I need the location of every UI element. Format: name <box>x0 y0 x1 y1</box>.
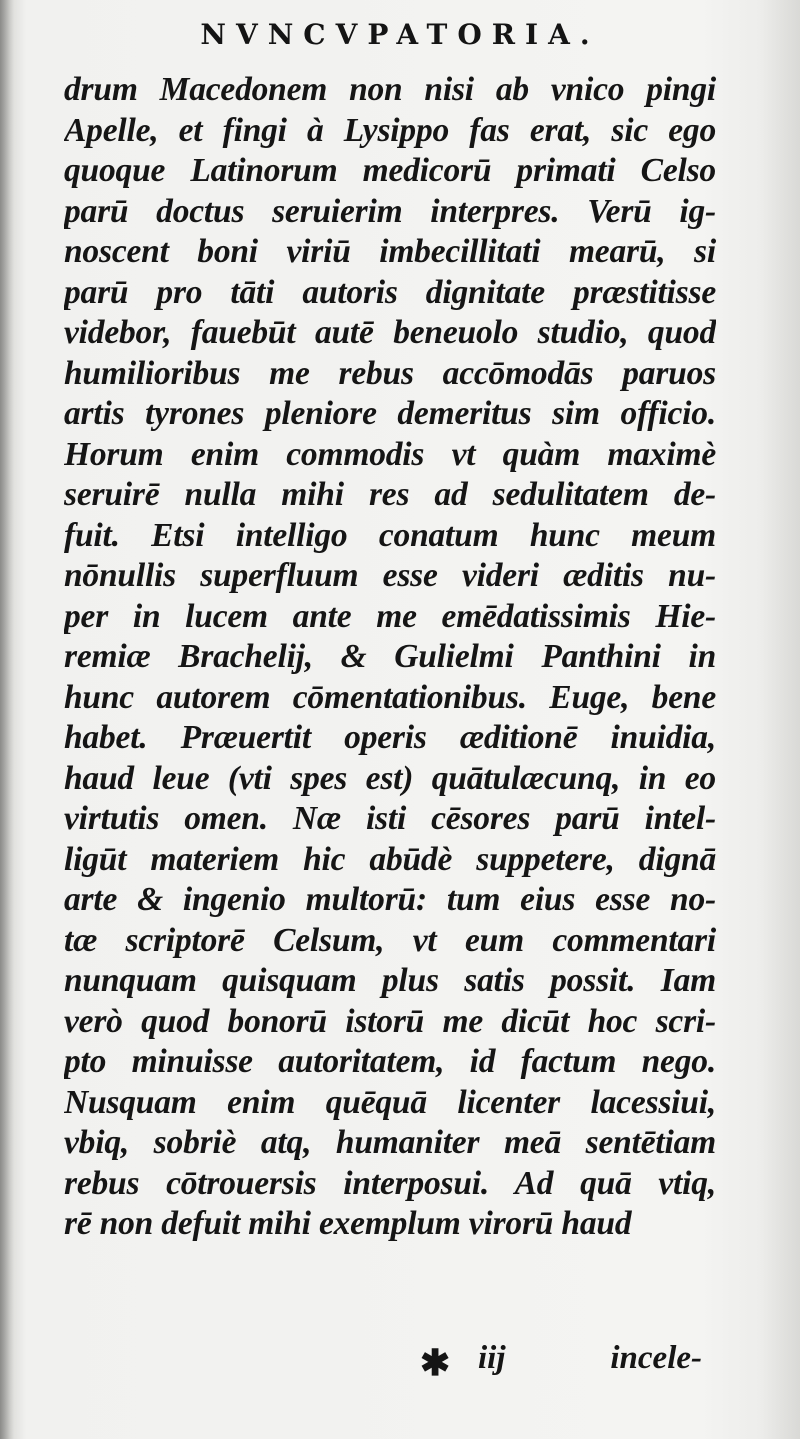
gutter-shadow <box>0 0 14 1439</box>
text-line: vbiq, sobriè atq, humaniter meā sentētiam <box>64 1124 716 1161</box>
text-line: rē non defuit mihi exemplum virorū haud <box>64 1205 632 1242</box>
catchword: incele- <box>610 1340 702 1376</box>
text-line: rebus cōtrouersis interposui. Ad quā vtiq, <box>64 1164 716 1202</box>
text-line: nōnullis superfluum esse videri æditis nu- <box>64 557 716 594</box>
signature-mark-icon: ✱ <box>420 1343 451 1383</box>
text-line: artis tyrones pleniore demeritus sim officio. <box>64 395 716 432</box>
text-line: parū doctus seruierim interpres. Verū ig- <box>64 192 716 230</box>
text-line: quoque Latinorum medicorū primati Celso <box>64 152 716 189</box>
signature-mark: iij <box>478 1340 506 1376</box>
text-line: verò quod bonorū istorū me dicūt hoc scri- <box>64 1002 716 1040</box>
text-line: Horum enim commodis vt quàm maximè <box>64 435 716 473</box>
text-line: pto minuisse autoritatem, id factum nego. <box>64 1043 716 1080</box>
text-line: remiæ Brachelij, & Gulielmi Panthini in <box>64 638 716 675</box>
text-line: Apelle, et fingi à Lysippo fas erat, sic ego <box>64 111 716 149</box>
text-line: Nusquam enim quēquā licenter lacessiui, <box>64 1083 716 1121</box>
text-line: per in lucem ante me emēdatissimis Hie- <box>64 597 716 635</box>
text-line: nunquam quisquam plus satis possit. Iam <box>64 962 716 999</box>
text-line: seruirē nulla mihi res ad sedulitatem de- <box>64 476 716 513</box>
running-header: NVNCVPATORIA. <box>200 18 600 51</box>
text-line: ligūt materiem hic abūdè suppetere, dignā <box>64 840 716 878</box>
text-line: tæ scriptorē Celsum, vt eum commentari <box>64 921 716 959</box>
text-line: videbor, fauebūt autē beneuolo studio, quod <box>64 314 716 351</box>
text-line: fuit. Etsi intelligo conatum hunc meum <box>64 516 716 554</box>
text-line: virtutis omen. Næ isti cēsores parū intel- <box>64 800 716 837</box>
text-line: hunc autorem cōmentationibus. Euge, bene <box>64 678 716 716</box>
page-footer <box>420 1340 710 1390</box>
text-line: arte & ingenio multorū: tum eius esse no- <box>64 881 716 918</box>
text-line: noscent boni viriū imbecillitati mearū, si <box>64 233 716 270</box>
text-line: haud leue (vti spes est) quātulæcunq, in eo <box>64 759 716 797</box>
text-line: drum Macedonem non nisi ab vnico pingi <box>64 71 716 108</box>
text-line: habet. Præuertit operis æditionē inuidia, <box>64 719 716 756</box>
text-line: humilioribus me rebus accōmodās paruos <box>64 354 716 392</box>
text-line: parū pro tāti autoris dignitate præstitisse <box>64 273 716 311</box>
body-text <box>64 70 716 1245</box>
